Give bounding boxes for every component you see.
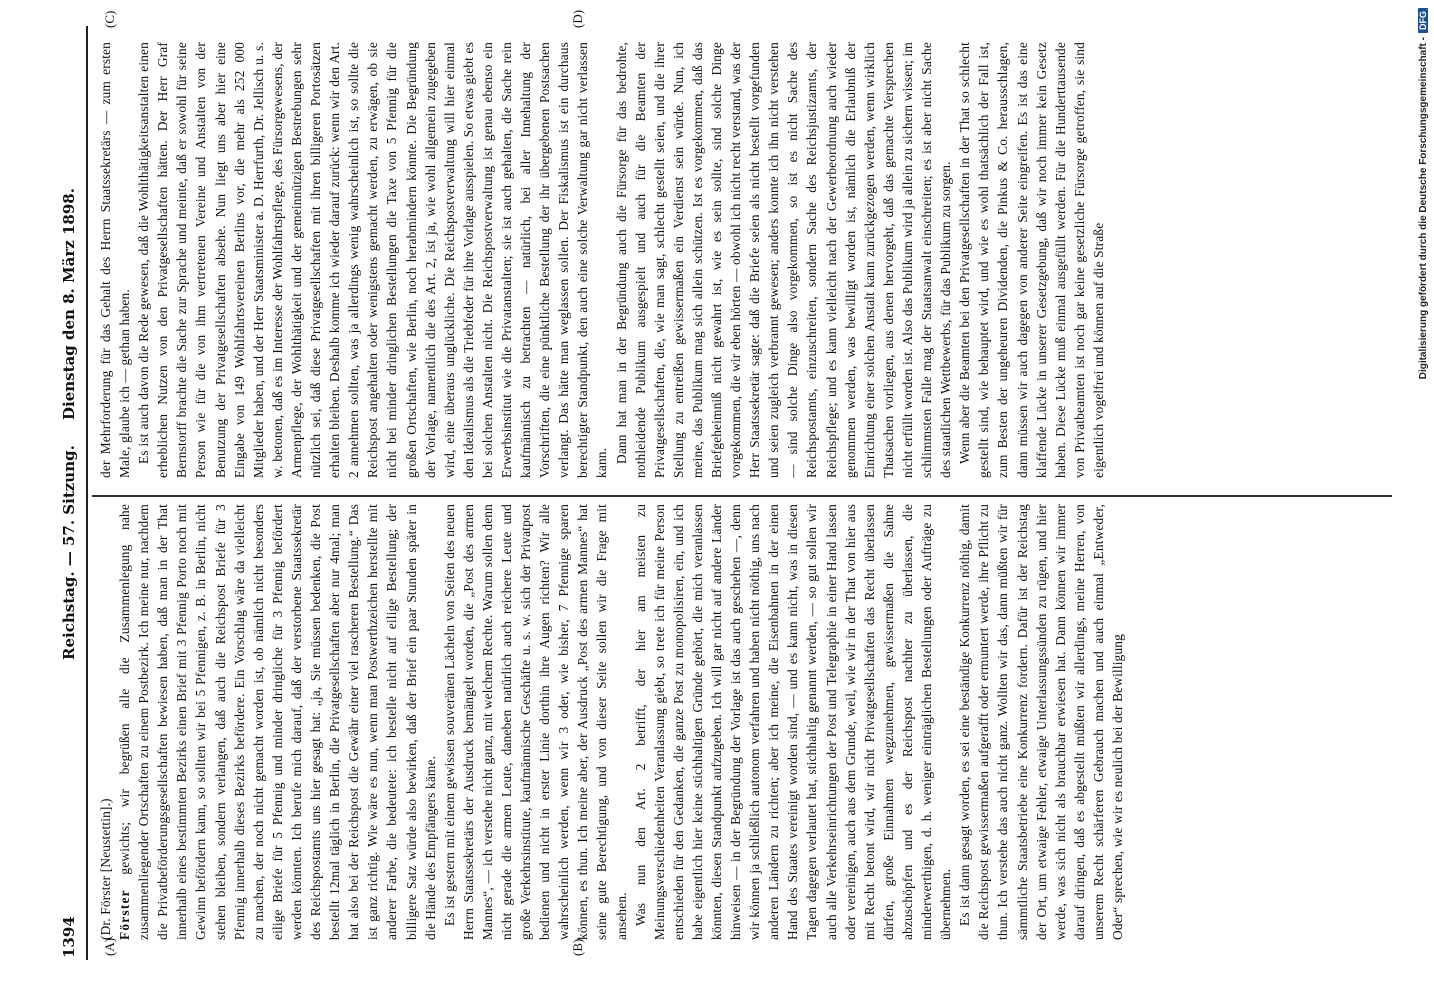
paragraph: Es ist auch davon die Rede gewesen, daß die Wohlthätigkeitsanstalten einen erheblichen Nutzen von den Privatgesellschaften hätten. Der Herr Graf Bernstorff brachte die Sache zur Sprache und meinte, daß er sowohl für seine Person wie für die von ihm vertretenen Vereine und Anstalten von der Benutzung der Privatgesellschaften absehe. Nun liegt uns aber hier eine Eingabe von 149 Wohlfahrtsvereinen Berlins vor, die mehr als 252 000 Mitglieder haben, und der Herr Staatsminister a. D. Herrfurth, Dr. Jellisch u. s. w. betonen, daß es im Interesse der Wohlfahrtspflege, des Fürsorgewesens, der Armenpflege, der Wohlthätigkeit und der gemeinnützigen Bestrebungen sehr nützlich sei, daß diese Privatgesellschaften mit ihren billigeren Portosätzen erhalten bleiben. Deshalb komme ich wieder darauf zurück: wenn wir den Art. 2 annehmen sollten, was ja allerdings wenig wahrscheinlich ist, so sollte die Reichspost angehalten oder wenigstens gemacht werden, zu erwägen, ob sie nicht bei minder dringlichen Bestellungen die Taxe von 5 Pfennig für die großen Ortschaften, wie Berlin, noch herabmindern könnte. Die Begründung der Vorlage, namentlich die des Art. 2, ist ja, wie wohl allgemein zugegeben wird, eine überaus unglückliche. Die Reichspostverwaltung will hier einmal den Idealismus als die Triebfeder für ihre Vorlage ausspielen. So etwas giebt es bei solchen Anstalten nicht. Die Reichspostverwaltung ist genau ebenso ein Erwerbsinstitut wie die Privatanstalten; sie ist auch gehalten, die Sache rein kaufmännisch zu betrachten — natürlich, bei aller Innehaltung der Vorschriften, die eine pünktliche Bestellung der ihr übergebenen Postsachen verlangt. Das hätte man weglassen sollen. Der Fiskalismus ist ein durchaus berechtigter Standpunkt, den auch eine solche Verwaltung gar nicht verlassen kann. bbox=[136, 42, 610, 478]
paragraph-text: gewichts; wir begrüßen alle die Zusammenlegung nahe zusammenliegender Ortschaften zu einem Postbezirk. Ich meine nur, nachdem die Privatbeförderungsgesellschaften bewiesen haben, daß man in der That innerhalb eines bestimmten Bezirks einen Brief mit 3 Pfennig Porto noch mit Gewinn befördern kann, so sollten wir bei 5 Pfennigen, z. B. in Berlin, nicht stehen bleiben, sondern verlangen, daß auch die Reichspost Briefe für 3 Pfennig innerhalb dieses Bezirks befördere. Ein Vorschlag wäre da vielleicht zu machen, der noch nicht gemacht worden ist, ob nämlich nicht besonders eilige Briefe für 5 Pfennig und minder dringliche für 3 Pfennig befördert werden könnten. Ich berufe mich darauf, daß der verstorbene Staatssekretär des Reichspostamts uns hier gesagt hat: „ja, Sie müssen bedenken, die Post bestellt 12mal täglich in Berlin, die Privatgesellschaften aber nur 4mal; man hat also bei der Reichspost die Gewähr einer viel rascheren Bestellung.“ Das ist ganz richtig. Wie wäre es nun, wenn man Postwerthzeichen herstellte mit anderer Farbe, die bedeutete: ich bestelle nicht auf eilige Bestellung; der billigere Satz würde also bewirken, daß der Brief ein paar Stunden später in die Hände des Empfängers käme. bbox=[117, 504, 438, 940]
header-rule bbox=[86, 26, 88, 960]
speaker-intro: (Dr. Förster [Neustettin].) bbox=[98, 798, 113, 940]
paragraph: Dann hat man in der Begründung auch die Fürsorge für das bedrohte, nothleidende Publikum ausgespielt und auch für die Beamten der Privatgesellschaften, die, wie man sagt, schlecht gestellt seien, und die ihrer Stellung zu entreißen gewissermaßen ein Verdienst sein würde. Nun, ich meine, das Publikum mag sich allein schützen. Ist es vorgekommen, daß das Briefgeheimniß nicht gewahrt ist, wie es sein sollte, sind solche Dinge vorgekommen, die wir eben hörten — obwohl ich nicht recht verstand, was der Herr Staatssekretär sagte: daß die Briefe seien als nicht bestellt vorgefunden und seien zugleich verbrannt gewesen; anders konnte ich ihn nicht verstehen — sind solche Dinge also vorgekommen, so ist es nicht Sache des Reichspostamts, einzuschreiten, sondern Sache des Reichsjustizamts, der Reichspflege; und es kann vielleicht nach der Gewerbeordnung auch wieder genommen werden, was bewilligt worden ist, nämlich die Erlaubniß der Einrichtung einer solchen Anstalt kann zurückgezogen werden, wenn wirklich Thatsachen vorliegen, aus denen hervorgeht, daß das gemachte Versprechen nicht erfüllt worden ist. Also das Publikum wird ja allein zu sichern wissen; im schlimmsten Falle mag der Staatsanwalt einschreiten; es ist aber nicht Sache des staatlichen Wettbewerbs, für das Publikum zu sorgen. bbox=[613, 42, 954, 478]
margin-mark-d: (D) bbox=[570, 9, 585, 28]
column-right bbox=[96, 42, 1396, 478]
column-divider bbox=[92, 496, 1392, 498]
page-header bbox=[60, 26, 86, 960]
column-left bbox=[96, 504, 1396, 940]
paragraph: Es ist dann gesagt worden, es sei eine beständige Konkurrenz nöthig, damit die Reichspost gewissermaßen aufgerafft oder ermuntert werde, ihre Pflicht zu thun. Ich verstehe das auch nicht ganz. Wollten wir das, dann müßten wir für sämmtliche Staatsbetriebe eine Konkurrenz fordern. Dafür ist der Reichstag der Ort, um etwaige Fehler, etwaige Unterlassungssünden zu rügen, und hier werde, was sich nicht als brauchbar erwiesen hat. Dann können wir immer darauf dringen, daß es abgestellt müßten wir allerdings, meine Herren, von unserem Recht schärferen Gebrauch machen und auch einmal „Entweder, Oder“ sprechen, wie wir es neulich bei der Bewilligung bbox=[957, 504, 1125, 940]
margin-mark-a: (A) bbox=[102, 937, 117, 956]
header-session: Reichstag. — 57. Sitzung. bbox=[60, 445, 78, 660]
margin-mark-b: (B) bbox=[570, 938, 585, 956]
speaker-name: Förster bbox=[117, 889, 133, 940]
caption-text: Digitalisierung gefördert durch die Deutsche Forschungsgemeinschaft - bbox=[1418, 37, 1429, 380]
margin-mark-c: (C) bbox=[102, 10, 117, 28]
header-date: Dienstag den 8. März 1898. bbox=[60, 188, 78, 420]
digitization-caption bbox=[1418, 8, 1432, 994]
paragraph: Was nun den Art. 2 betrifft, der hier am meisten zu Meinungsverschiedenheiten Veranlassung giebt, so trete ich für meine Person entschieden für den Gedanken, die ganze Post zu monopolisiren, ein, und ich habe eigentlich hier keine stichhaltigen Gründe gehört, die mich veranlassen könnten, diesen Standpunkt aufzugeben. Ich will gar nicht auf andere Länder hinweisen — in der Begründung der Vorlage ist das auch geschehen —, denn wir können ja schließlich autonom verfahren und haben nicht nöthig, uns nach anderen Ländern zu richten; aber ich meine, die Eisenbahnen in der einen Hand des Staates vereinigt worden sind, — und es kann nicht, was in diesen Tagen dagegen verlautet hat, stichhaltig genannt werden, — so gut sollen wir auch alle Verkehrseinrichtungen der Post und Telegraphie in einer Hand lassen oder vereinigen, auch aus dem Grunde, weil, wie wir in der That von hier aus mit Recht betont wird, wir nicht Privatgesellschaften das Recht überlassen dürfen, große Einnahmen wegzunehmen, gewissermaßen die Sahne abzuschöpfen und es der Reichspost nachher zu überlassen, die minderwerthigen, d. h. weniger einträglichen Bestellungen oder Aufträge zu übernehmen. bbox=[632, 504, 954, 940]
paragraph: Es ist gestern mit einem gewissen souveränen Lächeln von Seiten des neuen Herrn Staatssekretärs der Ausdruck bemängelt worden, die „Post des armen Mannes“, — ich verstehe nicht ganz, mit welchem Rechte. Warum sollen denn nicht gerade die armen Leute, daneben natürlich auch reichere Leute und große Verkehrsinstitute, kaufmännische Geschäfte u. s. w. sich der Privatpost bedienen und nicht in erster Linie dorthin ihre Augen richten? Wir alle wahrscheinlich werden, wenn wir 3 oder, wie bisher, 7 Pfennige sparen können, es thun. Ich meine aber, der Ausdruck „Post des armen Mannes“ hat seine gute Berechtigung, und von dieser Seite sollen wir die Frage mit ansehen. bbox=[441, 504, 629, 940]
paragraph: Wenn aber die Beamten bei den Privatgesellschaften in der That so schlecht gestellt sind, wie behauptet wird, und wie es wohl thatsächlich der Fall ist, zum Besten der ungeheuren Dividenden, die Pinkus & Co. herausschlagen, dann müssen wir auch dagegen von anderer Seite eingreifen. Es ist das eine klaffende Lücke in unserer Gesetzgebung, daß wir noch immer kein Gesetz haben. Diese Lücke muß einmal ausgefüllt werden. Für die Hunderttausende von Privatbeamten ist noch gar keine gesetzliche Fürsorge getroffen, sie sind eigentlich vogelfrei und können auf die Straße bbox=[957, 42, 1106, 478]
paragraph: der Mehrforderung für das Gehalt des Herrn Staatssekretärs — zum ersten Male, glaube ich — gethan haben. bbox=[98, 42, 133, 478]
page-number: 1394 bbox=[60, 916, 78, 958]
dfg-logo: DFG bbox=[1418, 8, 1428, 33]
paragraph bbox=[115, 504, 440, 940]
